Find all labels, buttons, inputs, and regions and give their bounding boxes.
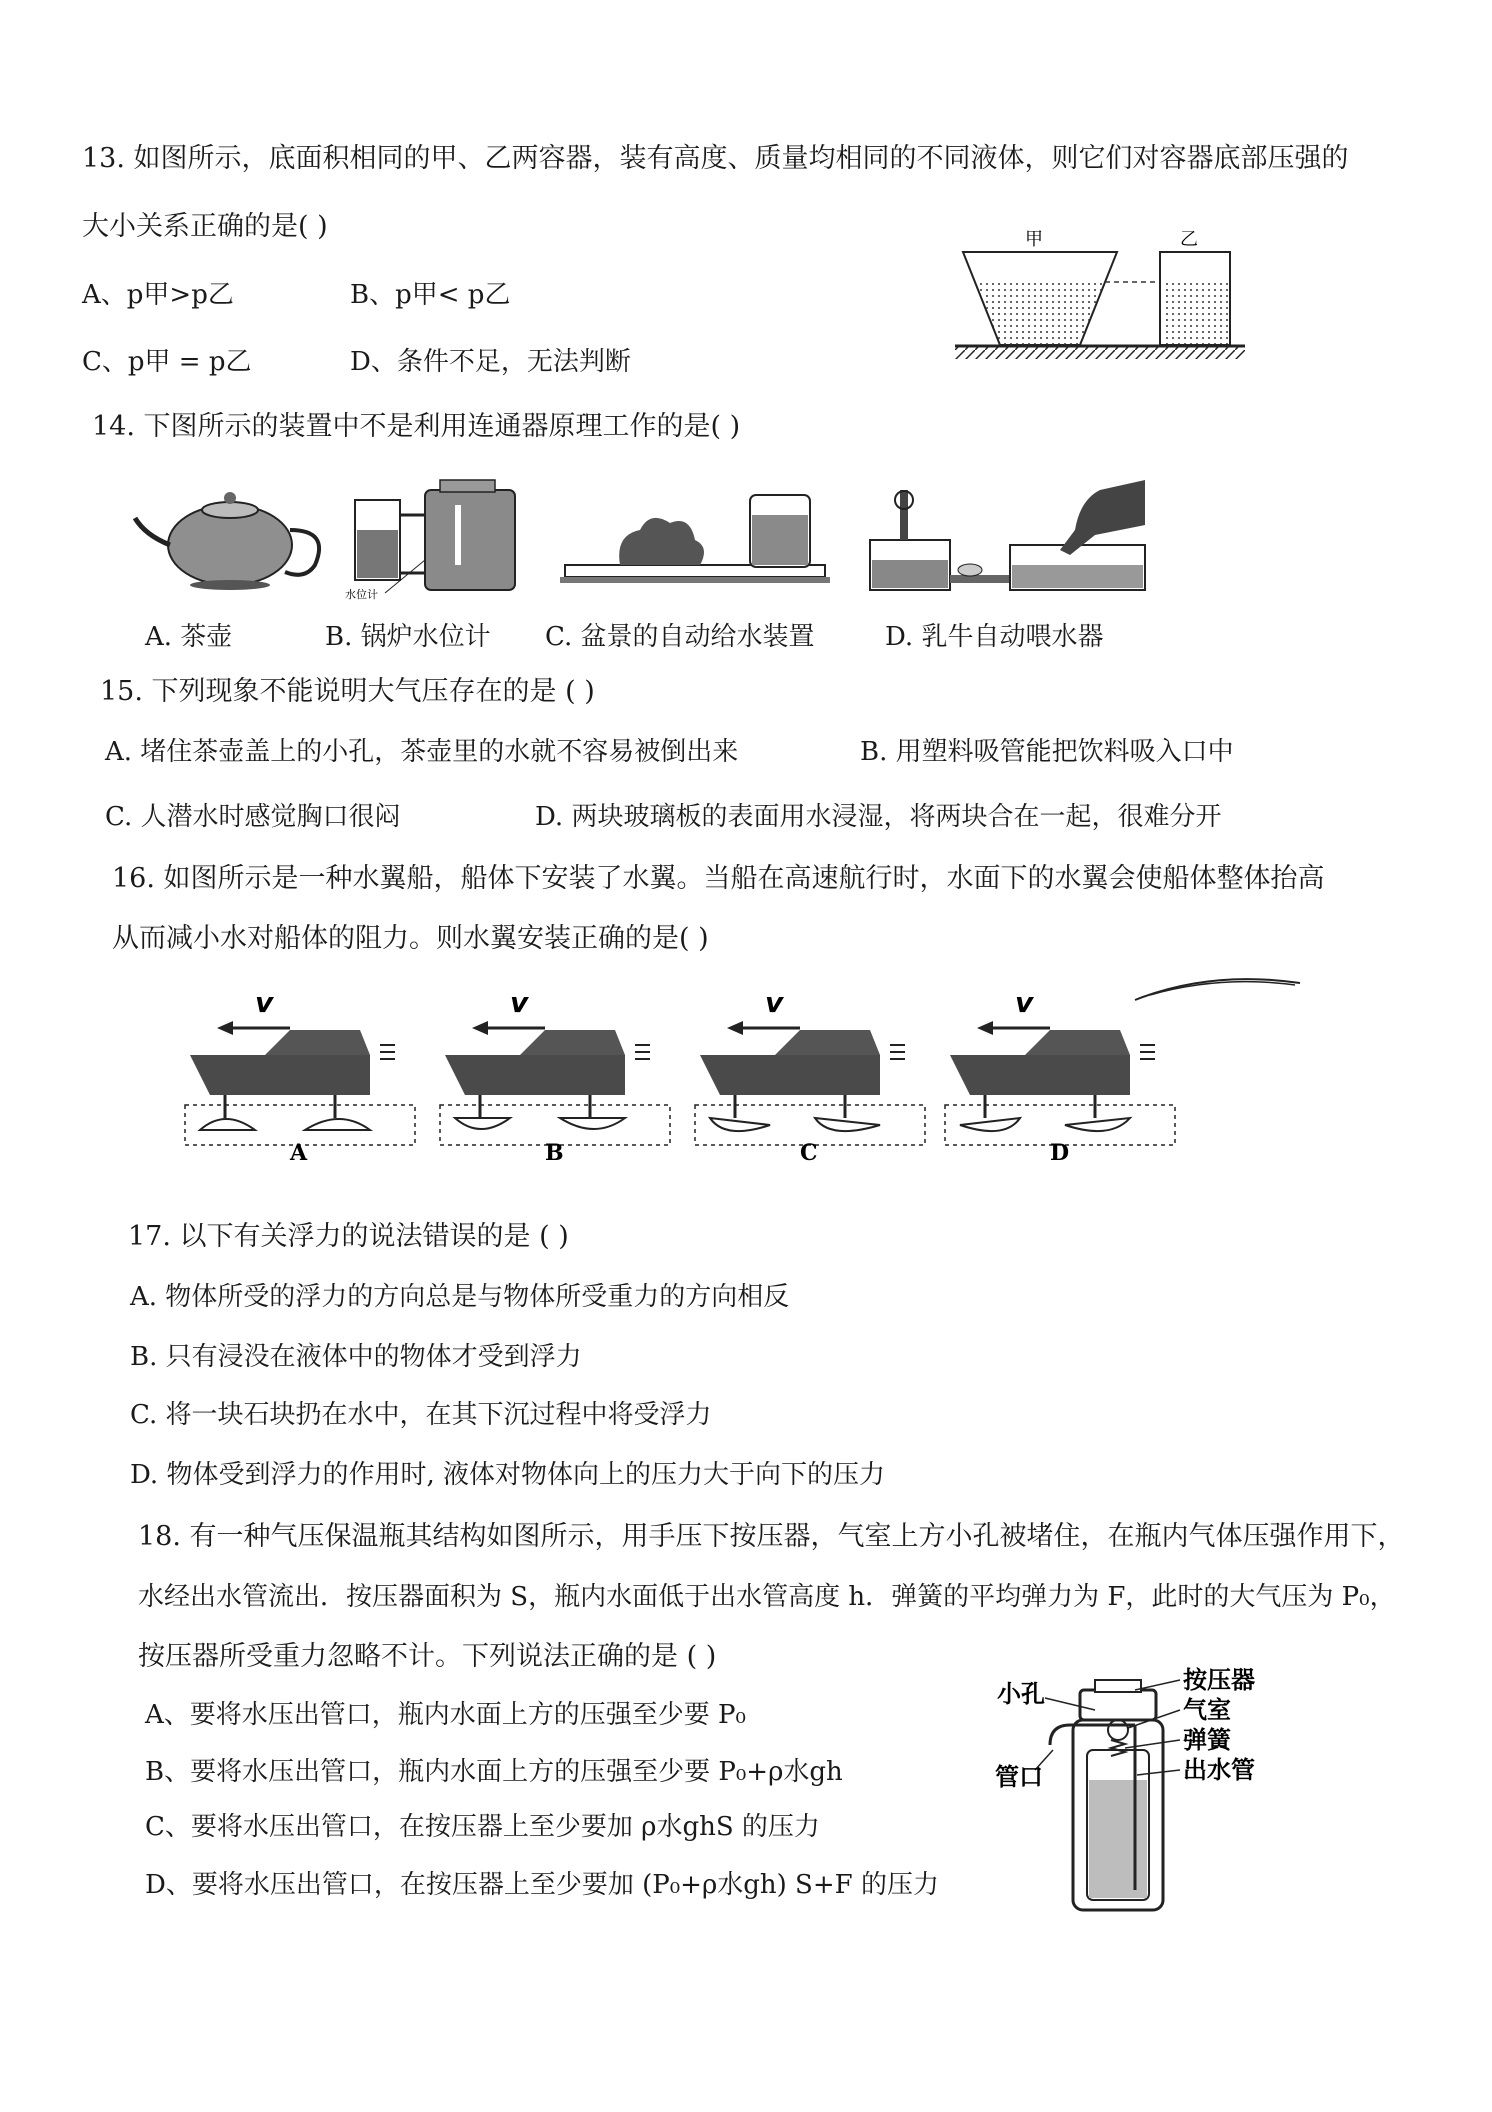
q14-option-b: B. 锅炉水位计: [325, 622, 491, 652]
q16-stem-line1: 16. 如图所示是一种水翼船，船体下安装了水翼。当船在高速航行时，水面下的水翼会使船体整体抬高: [112, 863, 1325, 894]
q18-thermos-figure: [995, 1660, 1275, 1920]
q14-boiler-figure: [345, 475, 535, 600]
q16-boat-c-figure: [695, 986, 925, 1166]
q18-option-c: C、要将水压出管口，在按压器上至少要加 ρ水ghS 的压力: [145, 1812, 820, 1842]
q13-option-a: A、p甲>p乙: [82, 280, 234, 310]
q16-velocity-a: v: [255, 986, 274, 1019]
q18-stem-line3: 按压器所受重力忽略不计。下列说法正确的是 ( ): [138, 1641, 717, 1672]
q18-stem-line1: 18. 有一种气压保温瓶其结构如图所示，用手压下按压器，气室上方小孔被堵住，在瓶内气体压强作用下，: [138, 1521, 1405, 1552]
q16-boat-a-figure: [185, 986, 415, 1166]
q13-label-yi: 乙: [1180, 229, 1198, 250]
q13-option-c: C、p甲 = p乙: [82, 347, 252, 377]
q14-stem: 14. 下图所示的装置中不是利用连通器原理工作的是( ): [92, 411, 741, 442]
q15-option-a: A. 堵住茶壶盖上的小孔，茶壶里的水就不容易被倒出来: [105, 737, 739, 767]
q14-option-d: D. 乳牛自动喂水器: [885, 622, 1104, 652]
q15-option-c: C. 人潜水时感觉胸口很闷: [105, 802, 401, 832]
q14-option-c: C. 盆景的自动给水装置: [545, 622, 815, 652]
q17-stem: 17. 以下有关浮力的说法错误的是 ( ): [128, 1221, 569, 1252]
q18-label-outlet-tube: 出水管: [1183, 1756, 1255, 1784]
q16-velocity-d: v: [1015, 986, 1034, 1019]
q18-label-nozzle: 管口: [995, 1763, 1043, 1791]
q15-option-b: B. 用塑料吸管能把饮料吸入口中: [860, 737, 1234, 767]
q13-label-jia: 甲: [1025, 229, 1043, 250]
q18-label-hole: 小孔: [997, 1680, 1045, 1708]
q17-option-a: A. 物体所受的浮力的方向总是与物体所受重力的方向相反: [130, 1282, 790, 1312]
q16-label-a: A: [290, 1140, 308, 1166]
q13-stem-line2: 大小关系正确的是( ): [82, 211, 328, 242]
q14-cow-feeder-figure: [860, 470, 1150, 600]
q14-boiler-label: 水位计: [345, 588, 378, 601]
q17-option-d: D. 物体受到浮力的作用时, 液体对物体向上的压力大于向下的压力: [130, 1460, 885, 1490]
q16-label-d: D: [1050, 1140, 1070, 1166]
q17-option-c: C. 将一块石块扔在水中，在其下沉过程中将受浮力: [130, 1400, 712, 1430]
q16-boat-d-figure: [945, 986, 1175, 1166]
q15-stem: 15. 下列现象不能说明大气压存在的是 ( ): [100, 676, 595, 707]
q15-option-d: D. 两块玻璃板的表面用水浸湿，将两块合在一起，很难分开: [535, 802, 1222, 832]
q18-option-d: D、要将水压出管口，在按压器上至少要加 (P₀+ρ水gh) S+F 的压力: [145, 1870, 939, 1900]
q18-stem-line2: 水经出水管流出．按压器面积为 S，瓶内水面低于出水管高度 h．弹簧的平均弹力为 F，此时的大气压为 P₀，: [138, 1582, 1396, 1612]
q13-option-d: D、条件不足，无法判断: [350, 347, 631, 377]
q17-option-b: B. 只有浸没在液体中的物体才受到浮力: [130, 1342, 582, 1372]
q16-label-c: C: [800, 1140, 818, 1166]
q16-velocity-c: v: [765, 986, 784, 1019]
q16-boat-b-figure: [440, 986, 670, 1166]
q14-teapot-figure: [130, 490, 330, 590]
q18-option-b: B、要将水压出管口，瓶内水面上方的压强至少要 P₀+ρ水gh: [145, 1757, 843, 1787]
q18-label-spring: 弹簧: [1183, 1726, 1231, 1754]
q18-label-chamber: 气室: [1183, 1696, 1231, 1724]
q18-option-a: A、要将水压出管口，瓶内水面上方的压强至少要 P₀: [145, 1700, 746, 1730]
q16-velocity-b: v: [510, 986, 529, 1019]
q16-stem-line2: 从而减小水对船体的阻力。则水翼安装正确的是( ): [112, 923, 709, 954]
q16-label-b: B: [545, 1140, 564, 1166]
q13-containers-figure: [955, 229, 1255, 370]
q14-bonsai-figure: [560, 485, 830, 595]
q13-option-b: B、p甲< p乙: [350, 280, 511, 310]
q14-option-a: A. 茶壶: [145, 622, 233, 652]
q18-label-press: 按压器: [1183, 1666, 1255, 1694]
q13-stem-line1: 13. 如图所示，底面积相同的甲、乙两容器，装有高度、质量均相同的不同液体，则它们对容器底部压强的: [82, 143, 1349, 174]
